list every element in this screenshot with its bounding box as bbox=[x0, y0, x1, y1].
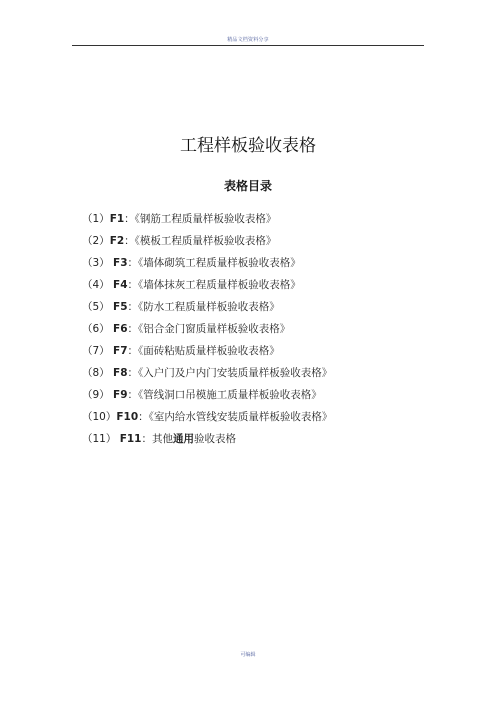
toc-item-text: ：《室内给水管线安装质量样板验收表格》 bbox=[138, 411, 333, 423]
toc-item-2 bbox=[82, 230, 442, 252]
toc-item-number: （5） bbox=[82, 301, 114, 313]
toc-item-4 bbox=[82, 274, 442, 296]
toc-item-6 bbox=[82, 318, 442, 340]
toc-item-text: ：《墙体砌筑工程质量样板验收表格》 bbox=[127, 257, 301, 269]
toc-item-number: （8） bbox=[82, 367, 114, 379]
toc-item-text: ：《管线洞口吊模施工质量样板验收表格》 bbox=[127, 389, 322, 401]
toc-item-code: F1 bbox=[109, 213, 125, 225]
toc-item-7 bbox=[82, 340, 442, 362]
toc-item-code: F5 bbox=[113, 301, 128, 313]
toc-item-bold-text: 通用 bbox=[173, 433, 194, 445]
toc-item-tail-text: 验收表格 bbox=[194, 433, 236, 445]
toc-item-text: ：《防水工程质量样板验收表格》 bbox=[127, 301, 280, 313]
toc-list bbox=[82, 208, 442, 450]
toc-item-text: ：《面砖粘贴质量样板验收表格》 bbox=[127, 345, 280, 357]
document-title: 工程样板验收表格 bbox=[180, 136, 316, 156]
toc-item-text: ：《钢筋工程质量样板验收表格》 bbox=[124, 213, 277, 225]
toc-item-number: （9） bbox=[82, 389, 114, 401]
toc-item-code: F7 bbox=[113, 345, 128, 357]
toc-item-11 bbox=[82, 428, 442, 450]
toc-item-code: F6 bbox=[113, 323, 128, 335]
toc-item-text: ：《墙体抹灰工程质量样板验收表格》 bbox=[127, 279, 301, 291]
toc-item-5 bbox=[82, 296, 442, 318]
toc-item-number: （7） bbox=[82, 345, 114, 357]
toc-item-number: （4） bbox=[82, 279, 114, 291]
toc-item-code: F4 bbox=[113, 279, 128, 291]
toc-item-code: F2 bbox=[109, 235, 125, 247]
toc-item-text: ：其他 bbox=[141, 433, 173, 445]
toc-item-10 bbox=[82, 406, 442, 428]
toc-item-number: （2） bbox=[82, 235, 110, 247]
toc-item-number: （6） bbox=[82, 323, 114, 335]
toc-item-code: F9 bbox=[113, 389, 128, 401]
toc-item-1 bbox=[82, 208, 442, 230]
toc-item-number: （3） bbox=[82, 257, 114, 269]
toc-item-code: F3 bbox=[113, 257, 128, 269]
toc-item-text: ：《铝合金门窗质量样板验收表格》 bbox=[127, 323, 291, 335]
header-text: 精品文档资料分享 bbox=[227, 37, 269, 43]
toc-item-number: （10） bbox=[82, 411, 117, 423]
toc-item-number: （11） bbox=[82, 433, 120, 445]
toc-item-number: （1） bbox=[82, 213, 110, 225]
toc-item-3 bbox=[82, 252, 442, 274]
toc-item-code: F8 bbox=[113, 367, 128, 379]
footer-text: 可编辑 bbox=[240, 652, 256, 658]
toc-item-8 bbox=[82, 362, 442, 384]
toc-item-9 bbox=[82, 384, 442, 406]
toc-item-text: ：《模板工程质量样板验收表格》 bbox=[124, 235, 277, 247]
header-rule bbox=[72, 45, 424, 46]
toc-item-code: F11 bbox=[119, 433, 142, 445]
toc-heading: 表格目录 bbox=[223, 179, 272, 193]
toc-item-code: F10 bbox=[116, 411, 139, 423]
toc-item-text: ：《入户门及户内门安装质量样板验收表格》 bbox=[127, 367, 333, 379]
